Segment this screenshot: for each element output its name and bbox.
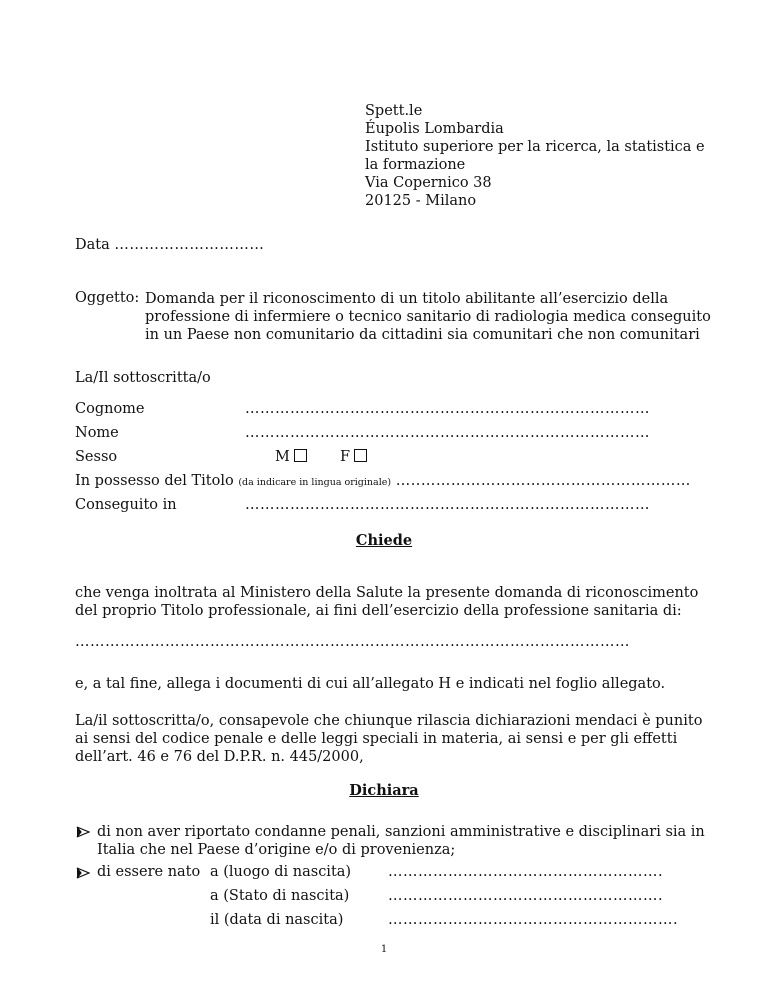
surname-field[interactable]: ………………………………………………………………………	[245, 401, 650, 417]
sex-f-label: F	[340, 449, 351, 465]
bullet-line: Italia che nel Paese d’origine e/o di provenienza;	[97, 842, 456, 858]
title-row	[75, 473, 691, 489]
request-heading: Chiede	[355, 532, 413, 549]
date-field	[75, 237, 264, 253]
intro-text: La/Il sottoscritta/o	[75, 370, 211, 386]
request-text	[75, 584, 698, 620]
declaration-line: dell’art. 46 e 76 del D.P.R. n. 445/2000,	[75, 749, 364, 765]
recipient-line: Éupolis Lombardia	[365, 121, 504, 137]
birth-state-label: a (Stato di nascita)	[210, 888, 350, 904]
checkbox-m[interactable]	[294, 449, 307, 462]
subject-line: in un Paese non comunitario da cittadini sia comunitari che non comunitari	[145, 327, 700, 343]
declaration-line: ai sensi del codice penale e delle leggi speciali in materia, ai sensi e per gli effetti	[75, 731, 678, 747]
recipient-line: Via Copernico 38	[365, 175, 492, 191]
recipient-line: Spett.le	[365, 103, 423, 119]
bullet-no-convictions	[97, 823, 705, 859]
sex-m-label: M	[275, 449, 290, 465]
title-field[interactable]: …..………………………………………………	[395, 473, 691, 489]
sex-label: Sesso	[75, 449, 118, 465]
recipient-address	[365, 102, 705, 210]
sex-f-option[interactable]	[340, 449, 367, 465]
birth-date-field[interactable]: ………………………………………………….	[388, 912, 679, 928]
recipient-line: 20125 - Milano	[365, 193, 477, 209]
arrow-bullet-icon	[76, 866, 96, 882]
name-field[interactable]: ………………………………………………………………………	[245, 425, 650, 441]
request-line: del proprio Titolo professionale, ai fini dell’esercizio della professione sanitaria di:	[75, 603, 682, 619]
birth-label: di essere nato	[97, 864, 201, 880]
subject-line: professione di infermiere o tecnico sanitario di radiologia medica conseguito	[145, 309, 711, 325]
checkbox-f[interactable]	[354, 449, 367, 462]
sex-m-option[interactable]	[275, 449, 307, 465]
title-label: In possesso del Titolo	[75, 473, 234, 489]
birth-state-field[interactable]: ……………………………………………….	[388, 888, 664, 904]
title-note: (da indicare in lingua originale)	[238, 477, 392, 488]
page-number: 1	[380, 944, 388, 955]
date-dots[interactable]: …………………………	[114, 237, 265, 253]
birth-place-label: a (luogo di nascita)	[210, 864, 352, 880]
recipient-line: la formazione	[365, 157, 466, 173]
declaration-line: La/il sottoscritta/o, consapevole che chiunque rilascia dichiarazioni mendaci è punito	[75, 713, 703, 729]
recipient-line: Istituto superiore per la ricerca, la statistica e	[365, 139, 705, 155]
declare-heading: Dichiara	[349, 782, 419, 799]
arrow-bullet-icon	[76, 825, 96, 841]
request-line: che venga inoltrata al Ministero della Salute la presente domanda di riconoscimento	[75, 585, 699, 601]
subject-line: Domanda per il riconoscimento di un titolo abilitante all’esercizio della	[145, 291, 669, 307]
obtained-label: Conseguito in	[75, 497, 177, 513]
profession-field[interactable]: …………………………………………………………………………………………………	[75, 634, 630, 650]
birth-place-field[interactable]: ……………………………………………….	[388, 864, 664, 880]
attachments-text: e, a tal fine, allega i documenti di cui all’allegato H e indicati nel foglio allegato.	[75, 676, 666, 692]
declaration-intro	[75, 712, 702, 766]
date-label: Data	[75, 237, 110, 253]
name-label: Nome	[75, 425, 119, 441]
birth-date-label: il (data di nascita)	[210, 912, 344, 928]
obtained-field[interactable]: ………………………………………………………………………	[245, 497, 650, 513]
bullet-line: di non aver riportato condanne penali, sanzioni amministrative e disciplinari sia in	[97, 824, 705, 840]
subject-label: Oggetto:	[75, 290, 140, 306]
subject-text	[145, 290, 711, 344]
surname-label: Cognome	[75, 401, 145, 417]
